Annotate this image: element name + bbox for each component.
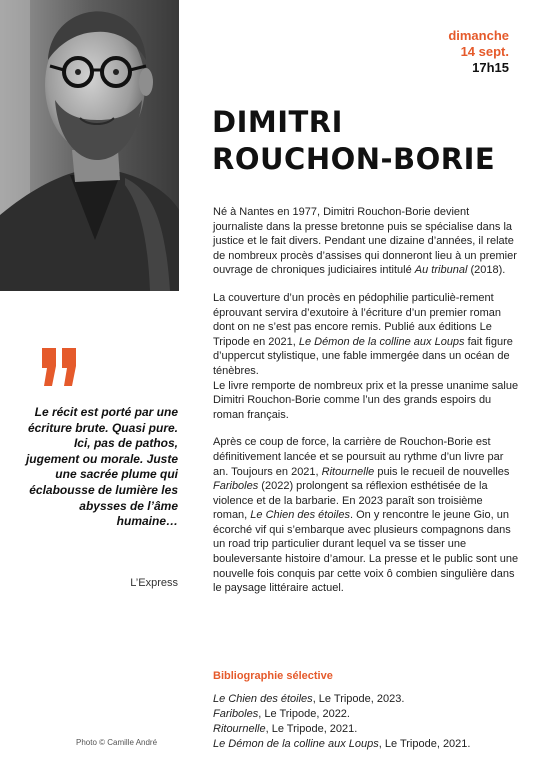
event-datetime: [448, 28, 509, 76]
book-details: , Le Tripode, 2021.: [265, 723, 358, 735]
bio-text: Né à Nantes en 1977, Dimitri Rouchon-Borie devient journaliste dans la presse bretonne puis se spécialise dans la justice et le fait divers. Pendant une dizaine d’années, il relate de nombreux procès d’assises qui donneront lieu à un premier ouvrage de chroniques judiciaires intitulé: [213, 206, 517, 277]
bio-text: (2018).: [467, 264, 506, 277]
press-quote: Le récit est porté par une écriture brute. Quasi pure. Ici, pas de pathos, jugement ou morale. Juste une sacrée plume qui éclabousse de lumière les abysses de l’âme humaine…: [25, 405, 178, 529]
book-title: Le Chien des étoiles: [213, 693, 313, 705]
book-details: , Le Tripode, 2022.: [258, 708, 350, 720]
portrait-image: [0, 0, 179, 291]
author-name-line2: ROUCHON-BORIE: [212, 142, 496, 176]
book-title: Au tribunal: [414, 264, 468, 277]
bio-paragraph-2: [213, 291, 519, 422]
bibliography-item: [213, 722, 470, 737]
book-title: Le Chien des étoiles: [250, 509, 350, 522]
bio-paragraph-1: [213, 205, 519, 278]
book-details: , Le Tripode, 2023.: [312, 693, 405, 705]
author-portrait-photo: [0, 0, 179, 291]
bio-text: Le livre remporte de nombreux prix et la presse unanime salue Dimitri Rouchon-Borie comme l’un des grands espoirs du roman français.: [213, 379, 519, 421]
bio-text: puis le recueil de nouvelles: [374, 465, 510, 478]
bio-text: La couverture d’un procès en pédophilie particuliè-rement éprouvant servira d’exutoire à l’écriture d’un premier roman dont on ne s’est pas encore remis. Publié aux éditions Le Tripode en 2021,: [213, 291, 501, 348]
book-title: Le Démon de la colline aux Loups: [213, 738, 379, 750]
quote-mark-icon: [40, 348, 80, 393]
event-time: 17h15: [472, 60, 509, 75]
book-title: Ritournelle: [321, 465, 375, 478]
book-title: Le Démon de la colline aux Loups: [298, 335, 465, 348]
author-name: [212, 104, 495, 178]
event-day: dimanche: [448, 28, 509, 43]
bibliography-item: [213, 692, 470, 707]
photo-credit: Photo © Camille André: [76, 738, 158, 747]
bio-text: (2022) prolongent sa réflexion esthétisée de la violence et de la barbarie. En 2023 paraît son troisième roman,: [213, 480, 488, 522]
bio-paragraph-3: [213, 435, 519, 596]
bibliography-list: [213, 692, 470, 752]
bio-text: . On y rencontre le jeune Gio, un écorché vif qui s’embarque avec plusieurs compagnons dans un road trip particulier durant lequel va se tisser une bouleversante histoire d’amour. La presse et le public sont une nouvelle fois conquis par cette voix ô combien singulière dans le paysage littéraire actuel.: [213, 509, 519, 595]
bibliography-title: Bibliographie sélective: [213, 670, 333, 682]
bibliography-item: [213, 707, 470, 722]
bibliography-item: [213, 737, 470, 752]
quote-source: L’Express: [130, 577, 178, 589]
author-biography: [213, 205, 519, 609]
bio-text: Après ce coup de force, la carrière de Rouchon-Borie est définitivement lancée et se poursuit au rythme d’un livre par an. Toujours en 2021,: [213, 436, 504, 478]
event-date: 14 sept.: [460, 44, 509, 59]
book-title: Fariboles: [213, 708, 259, 720]
author-name-line1: DIMITRI: [212, 105, 343, 139]
bio-text: fait figure d’uppercut stylistique, une fable immergée dans un océan de ténèbres.: [213, 335, 513, 377]
book-title: Fariboles: [213, 480, 259, 493]
book-title: Ritournelle: [213, 723, 266, 735]
book-details: , Le Tripode, 2021.: [378, 738, 471, 750]
